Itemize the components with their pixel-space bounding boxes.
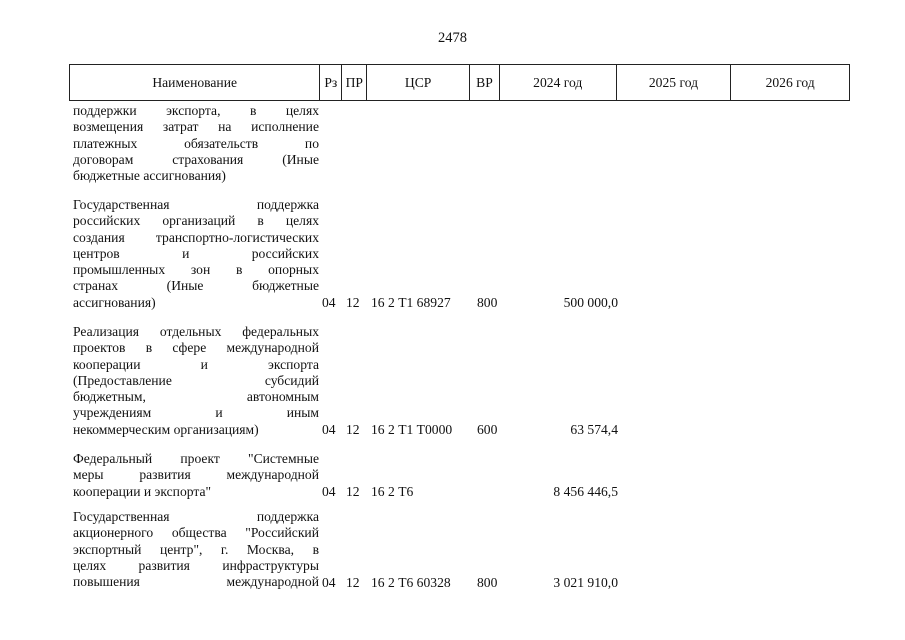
name-line: проектов в сфере международной (73, 340, 319, 356)
name-line: целях развития инфраструктуры (73, 557, 319, 573)
table-header (69, 64, 850, 101)
name-line: (Предоставление субсидий (73, 372, 319, 388)
name-line: российских организаций в целях (73, 213, 319, 229)
name-line: создания транспортно-логистических (73, 229, 319, 245)
cell-2024: 3 021 910,0 (553, 575, 618, 590)
cell-pr: 12 (346, 575, 360, 590)
name-line: бюджетные ассигнования) (73, 168, 226, 184)
cell-csr: 16 2 Т1 Т0000 (371, 422, 453, 437)
header-2025: 2025 год (617, 65, 732, 100)
row-name (73, 103, 319, 184)
table-row (69, 509, 850, 597)
cell-vr: 600 (477, 422, 498, 437)
name-line: кооперации и экспорта (73, 356, 319, 372)
page-number: 2478 (438, 30, 467, 46)
header-rz: Рз (320, 65, 342, 100)
cell-rz: 04 (322, 484, 336, 499)
name-line: кооперации и экспорта" (73, 483, 212, 499)
name-line: Федеральный проект "Системные (73, 451, 319, 466)
cell-rz: 04 (322, 575, 336, 590)
row-name (73, 324, 319, 438)
header-2024: 2024 год (500, 65, 617, 100)
cell-csr: 16 2 Т6 (371, 484, 414, 499)
name-line: договорам страхования (Иные (73, 151, 319, 167)
cell-pr: 12 (346, 295, 360, 310)
name-line: учреждениям и иным (73, 405, 319, 421)
cell-csr: 16 2 Т6 60328 (371, 575, 451, 590)
name-line: Государственная поддержка (73, 509, 319, 524)
header-csr: ЦСР (367, 65, 470, 100)
cell-vr: 800 (477, 295, 498, 310)
header-vr: ВР (470, 65, 500, 100)
cell-pr: 12 (346, 422, 360, 437)
cell-2024: 8 456 446,5 (553, 484, 618, 499)
name-line: экспортный центр", г. Москва, в (73, 541, 319, 557)
name-line: бюджетным, автономным (73, 389, 319, 405)
name-line: меры развития международной (73, 467, 319, 483)
name-line: платежных обязательств по (73, 135, 319, 151)
name-line: Государственная поддержка (73, 197, 319, 212)
table-row (69, 103, 850, 189)
cell-2024: 63 574,4 (570, 422, 618, 437)
cell-2024: 500 000,0 (563, 295, 618, 310)
name-line: Реализация отдельных федеральных (73, 324, 319, 339)
header-2026: 2026 год (765, 74, 815, 90)
name-line: центров и российских (73, 245, 319, 261)
name-line: ассигнования) (73, 294, 156, 310)
cell-csr: 16 2 Т1 68927 (371, 295, 451, 310)
table-row (69, 324, 850, 444)
row-name (73, 197, 319, 311)
name-line: повышения международной (73, 574, 319, 590)
cell-pr: 12 (346, 484, 360, 499)
name-line: странах (Иные бюджетные (73, 278, 319, 294)
header-name: Наименование (70, 65, 320, 100)
name-line: некоммерческим организациям) (73, 421, 259, 437)
table-row (69, 451, 850, 503)
table-row (69, 197, 850, 317)
name-line: промышленных зон в опорных (73, 262, 319, 278)
cell-rz: 04 (322, 295, 336, 310)
cell-vr: 800 (477, 575, 498, 590)
row-name (73, 451, 319, 500)
name-line: акционерного общества "Российский (73, 525, 319, 541)
name-line: возмещения затрат на исполнение (73, 119, 319, 135)
cell-rz: 04 (322, 422, 336, 437)
row-name (73, 509, 319, 590)
header-pr: ПР (342, 65, 367, 100)
name-line: поддержки экспорта, в целях (73, 103, 319, 118)
